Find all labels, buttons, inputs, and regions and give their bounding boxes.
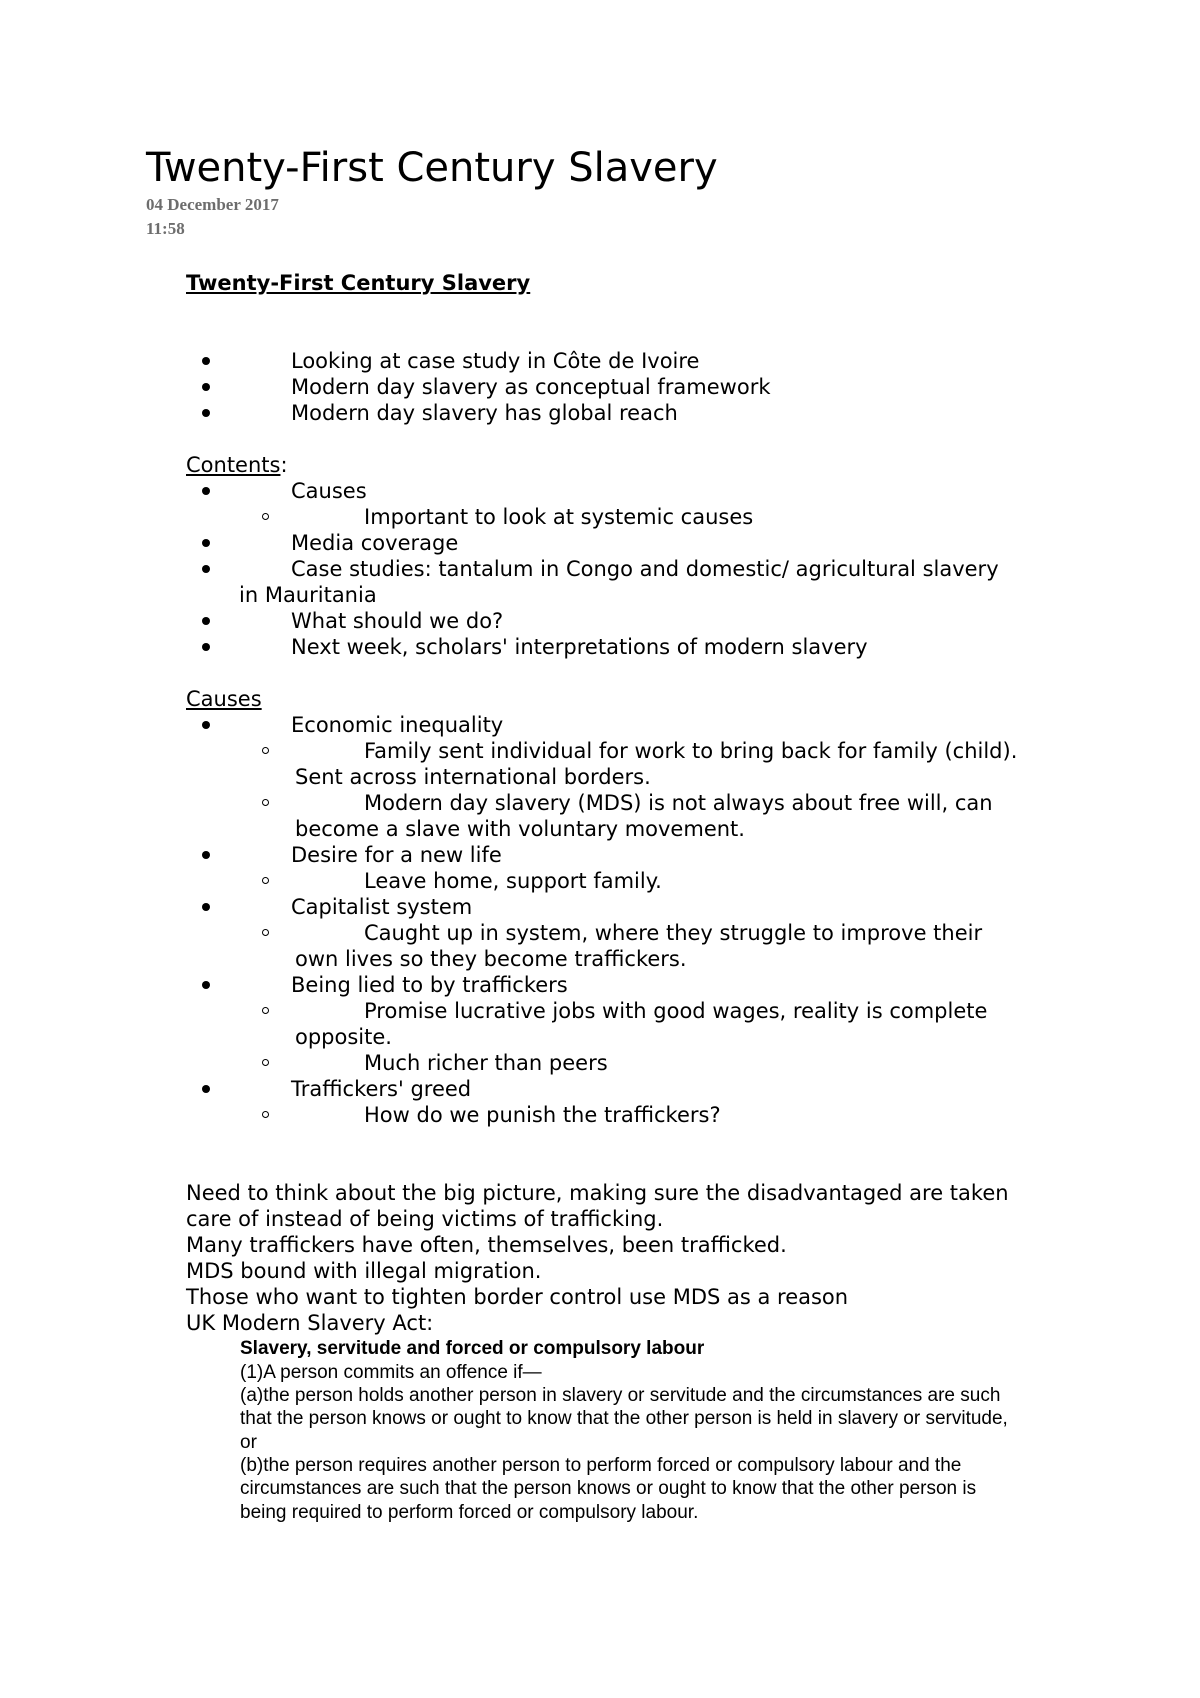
causes-item: Economic inequality — [291, 713, 504, 737]
contents-colon: : — [280, 453, 288, 477]
bullet-ring-icon — [262, 1007, 269, 1014]
bullet-dot-icon — [202, 539, 210, 547]
page-title: Twenty-First Century Slavery — [146, 145, 718, 191]
bullet-dot-icon — [202, 851, 210, 859]
bullet-dot-icon — [202, 1085, 210, 1093]
contents-heading — [186, 452, 288, 478]
causes-subitem-continuation: own lives so they become traffickers. — [295, 947, 687, 971]
causes-item: Desire for a new life — [291, 843, 502, 867]
bullet-ring-icon — [262, 929, 269, 936]
causes-subitem: Modern day slavery (MDS) is not always about free will, can — [364, 791, 993, 815]
contents-item: Media coverage — [291, 531, 459, 555]
bullet-dot-icon — [202, 357, 210, 365]
bullet-ring-icon — [262, 513, 269, 520]
act-line: (b)the person requires another person to perform forced or compulsory labour and the — [240, 1455, 962, 1476]
causes-item: Traffickers' greed — [291, 1077, 472, 1101]
causes-heading: Causes — [186, 687, 262, 711]
paragraph-line: Many traffickers have often, themselves, been trafficked. — [186, 1233, 787, 1257]
act-line: being required to perform forced or compulsory labour. — [240, 1502, 699, 1523]
contents-item: Next week, scholars' interpretations of modern slavery — [291, 635, 868, 659]
causes-item: Being lied to by traffickers — [291, 973, 568, 997]
bullet-ring-icon — [262, 1059, 269, 1066]
bullet-ring-icon — [262, 799, 269, 806]
contents-item-continuation: in Mauritania — [239, 583, 377, 607]
intro-bullet: Looking at case study in Côte de Ivoire — [291, 349, 700, 373]
paragraph-line: MDS bound with illegal migration. — [186, 1259, 542, 1283]
note-time: 11:58 — [146, 219, 185, 238]
act-line: or — [240, 1432, 257, 1453]
bullet-dot-icon — [202, 617, 210, 625]
act-heading: Slavery, servitude and forced or compulsory labour — [240, 1338, 705, 1359]
paragraph-line: Need to think about the big picture, making sure the disadvantaged are taken — [186, 1181, 1009, 1205]
causes-subitem-continuation: Sent across international borders. — [295, 765, 651, 789]
bullet-ring-icon — [262, 877, 269, 884]
paragraph-line: Those who want to tighten border control use MDS as a reason — [186, 1285, 849, 1309]
bullet-ring-icon — [262, 747, 269, 754]
bullet-dot-icon — [202, 383, 210, 391]
bullet-ring-icon — [262, 1111, 269, 1118]
causes-subitem: Leave home, support family. — [364, 869, 662, 893]
bullet-dot-icon — [202, 409, 210, 417]
section-heading: Twenty-First Century Slavery — [186, 271, 531, 295]
contents-item: Causes — [291, 479, 367, 503]
causes-subitem: How do we punish the traffickers? — [364, 1103, 721, 1127]
act-line: circumstances are such that the person knows or ought to know that the other person is — [240, 1478, 977, 1499]
causes-subitem-continuation: opposite. — [295, 1025, 392, 1049]
note-date: 04 December 2017 — [146, 195, 279, 214]
causes-subitem: Promise lucrative jobs with good wages, reality is complete — [364, 999, 988, 1023]
contents-subitem: Important to look at systemic causes — [364, 505, 754, 529]
bullet-dot-icon — [202, 565, 210, 573]
act-line: that the person knows or ought to know that the other person is held in slavery or servitude, — [240, 1408, 1008, 1429]
paragraph-line: care of instead of being victims of trafficking. — [186, 1207, 664, 1231]
act-line: (a)the person holds another person in slavery or servitude and the circumstances are such — [240, 1385, 1001, 1406]
causes-subitem: Much richer than peers — [364, 1051, 608, 1075]
intro-bullet: Modern day slavery as conceptual framework — [291, 375, 771, 399]
bullet-dot-icon — [202, 721, 210, 729]
bullet-dot-icon — [202, 487, 210, 495]
causes-item: Capitalist system — [291, 895, 473, 919]
causes-subitem: Family sent individual for work to bring back for family (child). — [364, 739, 1018, 763]
contents-heading-text: Contents — [186, 453, 281, 477]
bullet-dot-icon — [202, 903, 210, 911]
contents-item: What should we do? — [291, 609, 504, 633]
bullet-dot-icon — [202, 643, 210, 651]
paragraph-line: UK Modern Slavery Act: — [186, 1311, 434, 1335]
bullet-dot-icon — [202, 981, 210, 989]
act-line: (1)A person commits an offence if— — [240, 1362, 542, 1383]
causes-subitem: Caught up in system, where they struggle to improve their — [364, 921, 983, 945]
contents-item: Case studies: tantalum in Congo and domestic/ agricultural slavery — [291, 557, 999, 581]
causes-subitem-continuation: become a slave with voluntary movement. — [295, 817, 745, 841]
intro-bullet: Modern day slavery has global reach — [291, 401, 678, 425]
